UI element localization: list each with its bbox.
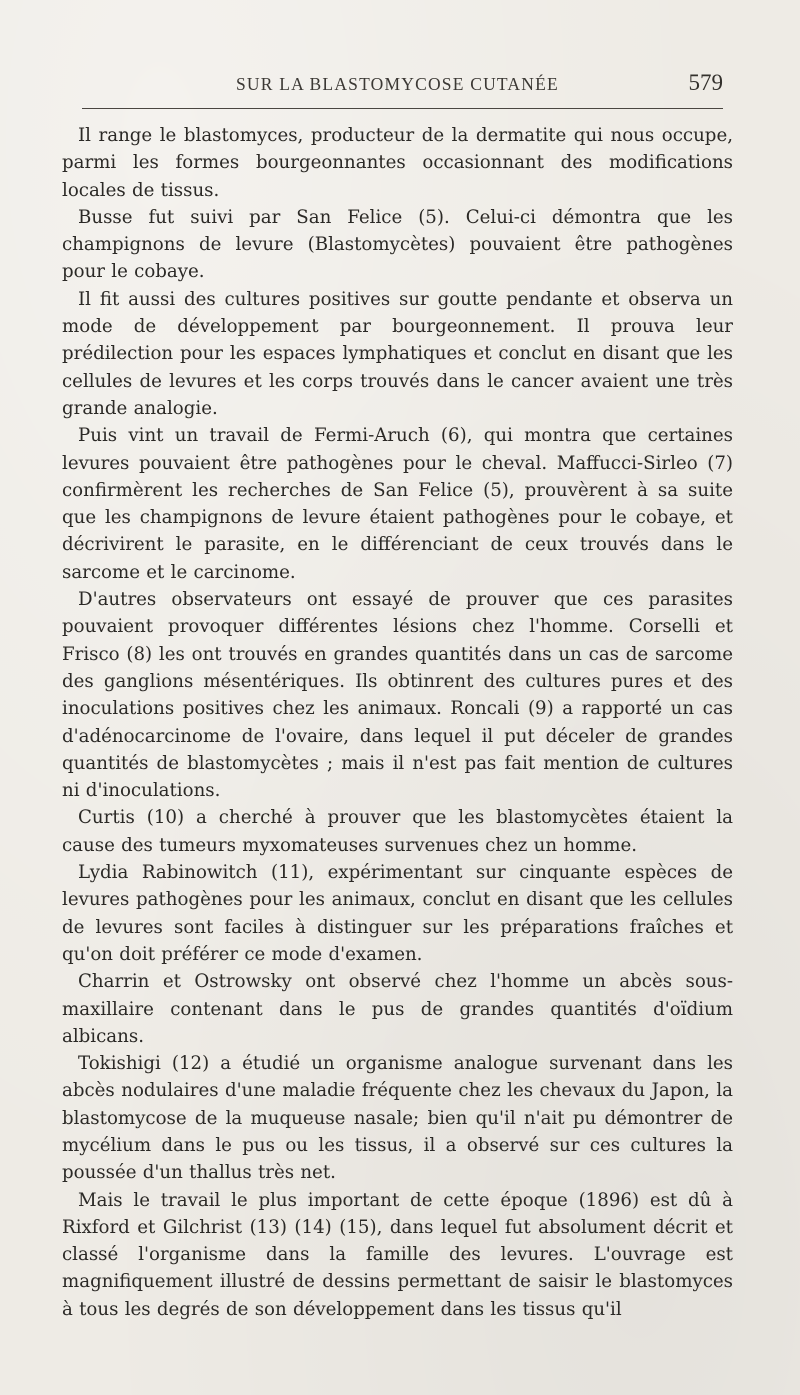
paragraph: Tokishigi (12) a étudié un organisme analogue survenant dans les abcès nodulaires d'une maladie fréquente chez les chevaux du Japon, la blastomycose de la muqueuse nasale; bien qu'il n'ait pu démontrer de mycélium dans le pus ou les tissus, il a observé sur ces cultures la poussée d'un thallus très net. (62, 1053, 733, 1184)
header-rule (82, 108, 723, 109)
paragraph: Curtis (10) a cherché à prouver que les blastomycètes étaient la cause des tumeurs myxomateuses survenues chez un homme. (62, 807, 733, 856)
paragraph: Il fit aussi des cultures positives sur goutte pendante et observa un mode de développement par bourgeonnement. Il prouva leur prédilection pour les espaces lymphatiques et conclut en disant que les cellules de levures et les corps trouvés dans le cancer avaient une très grande analogie. (62, 288, 733, 419)
paragraph: D'autres observateurs ont essayé de prouver que ces parasites pouvaient provoquer différentes lésions chez l'homme. Corselli et Frisco (8) les ont trouvés en grandes quantités dans un cas de sarcome des ganglions mésentériques. Ils obtinrent des cultures pures et des inoculations positives chez les animaux. Roncali (9) a rapporté un cas d'adénocarcinome de l'ovaire, dans lequel il put déceler de grandes quantités de blastomycètes ; mais il n'est pas fait mention de cultures ni d'inoculations. (62, 589, 733, 802)
page-number: 579 (688, 70, 723, 95)
paragraph: Lydia Rabinowitch (11), expérimentant sur cinquante espèces de levures pathogènes pour les animaux, conclut en disant que les cellules de levures sont faciles à distinguer sur les préparations fraîches et qu'on doit préférer ce mode d'examen. (62, 862, 733, 965)
page-header (82, 72, 723, 102)
paragraph: Puis vint un travail de Fermi-Aruch (6), qui montra que certaines levures pouvaient être pathogènes pour le cheval. Maffucci-Sirleo (7) confirmèrent les recherches de San Felice (5), prouvèrent à sa suite que les champignons de levure étaient pathogènes pour le cobaye, et décrivirent le parasite, en le différenciant de ceux trouvés dans le sarcome et le carcinome. (62, 425, 733, 583)
paragraph: Charrin et Ostrowsky ont observé chez l'homme un abcès sous-maxillaire contenant dans le pus de grandes quantités d'oïdium albicans. (62, 971, 733, 1047)
running-title: SUR LA BLASTOMYCOSE CUTANÉE (236, 74, 559, 94)
paragraph: Mais le travail le plus important de cette époque (1896) est dû à Rixford et Gilchrist (13) (14) (15), dans lequel fut absolument décrit et classé l'organisme dans la famille des levures. L'ouvrage est magnifiquement illustré de dessins permettant de saisir le blastomyces à tous les degrés de son développement dans les tissus qu'il (62, 1189, 733, 1320)
paragraph: Busse fut suivi par San Felice (5). Celui-ci démontra que les champignons de levure (Blastomycètes) pouvaient être pathogènes pour le cobaye. (62, 206, 733, 283)
paragraph: Il range le blastomyces, producteur de la dermatite qui nous occupe, parmi les formes bourgeonnantes occasionnant des modifications locales de tissus. (62, 125, 733, 201)
body-text (62, 122, 733, 1323)
